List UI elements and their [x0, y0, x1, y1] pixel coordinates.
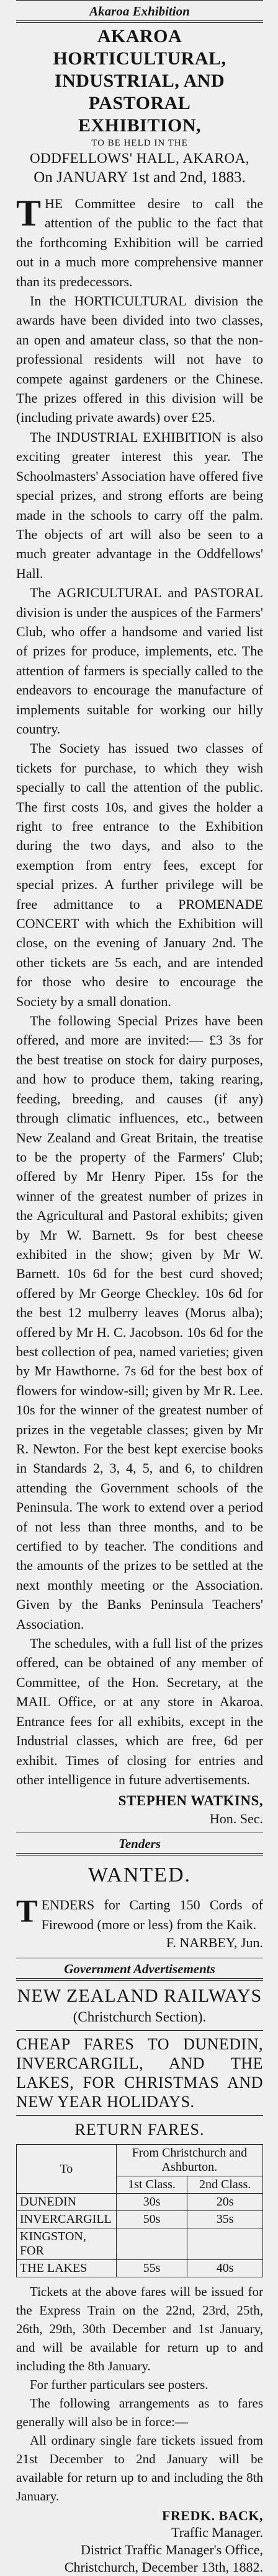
signature-name: STEPHEN WATKINS,	[118, 1793, 263, 1809]
return-fares-heading: RETURN FARES.	[74, 2121, 205, 2139]
paragraph-horticultural: In the HORTICULTURAL division the awards have been divided into two classes, an open and amateur class, so that the non-professional residents will not have to compete against gardeners or the Chinese. The prizes offered in this division will be (including private awards) over £25.	[16, 293, 263, 426]
table-row: INVERCARGILL 50s 35s	[17, 2211, 263, 2228]
tenders-text: TENDERS for Carting 150 Cords of Firewood (more or less) from the Kaik.	[16, 1894, 263, 1932]
rule-return	[16, 2115, 263, 2116]
paragraph-special-prizes: The following Special Prizes have been offered, and more are invited:— £3 3s for the best treatise on stock for dairy purposes, and how to produce them, taking rearing, feeding, breeding, and causes (if any) through climatic influences, etc., between New Zealand and Great Britain, the treatise to be the property of the Farmers' Club; offered by Mr Henry Piper. 15s for the winner of the greatest number of prizes in the Agricultural and Pastoral exhibits; given by Mr W. Barnett. 9s for best cheese exhibited in the show; given by Mr W. Barnett. 10s 6d for the best curd shoved; offered by Mr George Checkley. 10s 6d for the best 12 mulberry leaves (Morus alba); offered by Mr H. C. Jacobson. 10s 6d for the best collection of pea, named varieties; given by Mr Hawthorne. 7s 6d for the best box of flowers for window-sill; given by Mr R. Lee. 10s for the winner of the greatest number of prizes in the vegetable classes; given by Mr R. Newton. For the best kept exercise books in Standards 2, 3, 4, 5, and 6, to children attending the Government schools of the Peninsula. The work to extend over a period of not less than three months, and to be certified to by teacher. The conditions and the amounts of the prizes to be settled at the next monthly meeting or the Association. Given by the Banks Peninsula Teachers' Association.	[16, 1013, 263, 1632]
drop-cap: T	[16, 193, 42, 234]
railways-heading: NEW ZEALAND RAILWAYS	[17, 1986, 262, 2007]
date-line: On JANUARY 1st and 2nd, 1883.	[34, 169, 246, 186]
rail-signature: FREDK. BACK,	[161, 2508, 263, 2524]
paragraph-agricultural: The AGRICULTURAL and PASTORAL division is under the auspices of the Farmers' Club, who offer a handsome and varied list of prizes for produce, implements, etc. The attention of farmers is specially called to the endeavors to encourage the manufacture of implements suitable for working our hilly country.	[16, 585, 263, 737]
signature-title: Hon. Sec.	[209, 1811, 263, 1827]
table-row: DUNEDIN 30s 20s	[17, 2194, 263, 2211]
double-rule-tenders	[16, 1853, 263, 1855]
cheap-fares-text: CHEAP FARES TO DUNEDIN, INVERCARGILL, AND THE LAKES, FOR CHRISTMAS AND NEW YEAR HOLIDAYS.	[16, 2035, 263, 2111]
table-header-from: From Christchurch and Ashburton.	[116, 2145, 262, 2176]
rule-rail	[16, 2030, 263, 2031]
rail-single-fare-note: All ordinary single fare tickets issued from 21st December to 2nd January will be available for return up to and including the 8th January.	[16, 2433, 263, 2504]
paragraph-schedules: The schedules, with a full list of the prizes offered, can be obtained of any member of Committee, of the Hon. Secretary, at the MAIL Office, or at any store in Akaroa. Entrance fees for all exhibits, except in the Industrial classes, which are free, 6d per exhibit. Times of closing for entries and other intelligence in future advertisements.	[16, 1636, 263, 1787]
rail-posters-note: For further particulars see posters.	[30, 2377, 208, 2393]
exhibition-title: AKAROA HORTICULTURAL, INDUSTRIAL, AND PASTORAL EXHIBITION,	[53, 26, 226, 136]
section-header-govt: Government Advertisements	[64, 1961, 215, 1977]
double-rule	[16, 20, 263, 23]
held-in-line: TO BE HELD IN THE	[91, 138, 188, 148]
railways-subheading: (Christchurch Section).	[73, 2009, 207, 2025]
rail-signature-office: District Traffic Manager's Office,	[81, 2542, 263, 2558]
rail-tickets-note: Tickets at the above fares will be issued for the Express Train on the 22nd, 23rd, 25th, 26th, 29th, 30th December and 1st January, and will be available for return up to and including the 8th January.	[16, 2284, 263, 2374]
rail-signature-title: Traffic Manager.	[171, 2525, 263, 2541]
paragraph-tickets: The Society has issued two classes of tickets for purchase, to which they wish specially to call the attention of the public. The first costs 10s, and gives the holder a right to free entrance to the Exhibition during the two days, and also to the exemption from entry fees, except for special prizes. A further privilege will be free admittance to a PROMENADE CONCERT with which the Exhibition will close, on the evening of January 2nd. The other tickets are 5s each, and are intended for those who desire to encourage the Society by a small donation.	[16, 740, 263, 1009]
top-rule	[16, 0, 263, 1]
double-rule-govt	[16, 1978, 263, 1981]
tenders-signature: F. NARBEY, Jun.	[166, 1935, 263, 1951]
table-row: KINGSTON, FOR	[17, 2228, 263, 2260]
fares-table	[16, 2144, 263, 2277]
table-header-to: To	[17, 2145, 117, 2194]
wanted-heading: WANTED.	[87, 1864, 192, 1887]
paragraph-industrial: The INDUSTRIAL EXHIBITION is also exciting greater interest this year. The Schoolmasters' Association have offered five special prizes, and strong efforts are being made in the schools to carry off the palm. The objects of art will also be seen to a much greater advantage in the Oddfellows' Hall.	[16, 429, 263, 581]
drop-cap-tenders: T	[16, 1894, 38, 1930]
table-row: THE LAKES 55s 40s	[17, 2260, 263, 2277]
section-header-akaroa: Akaroa Exhibition	[89, 4, 190, 19]
rail-signature-date: Christchurch, December 13th, 1882.	[64, 2559, 263, 2575]
table-header-2nd: 2nd Class.	[187, 2176, 263, 2194]
section-header-tenders: Tenders	[118, 1836, 161, 1852]
paragraph-intro: THE Committee desire to call the attention of the public to the fact that the forthcoming Exhibition will be carried out in a much more comprehensive manner than its predecessors.	[16, 193, 263, 289]
rail-arrangements-note: The following arrangements as to fares generally will also be in force:—	[16, 2396, 263, 2430]
table-header-1st: 1st Class.	[116, 2176, 187, 2194]
venue-line: ODDFELLOWS' HALL, AKAROA,	[30, 151, 249, 166]
